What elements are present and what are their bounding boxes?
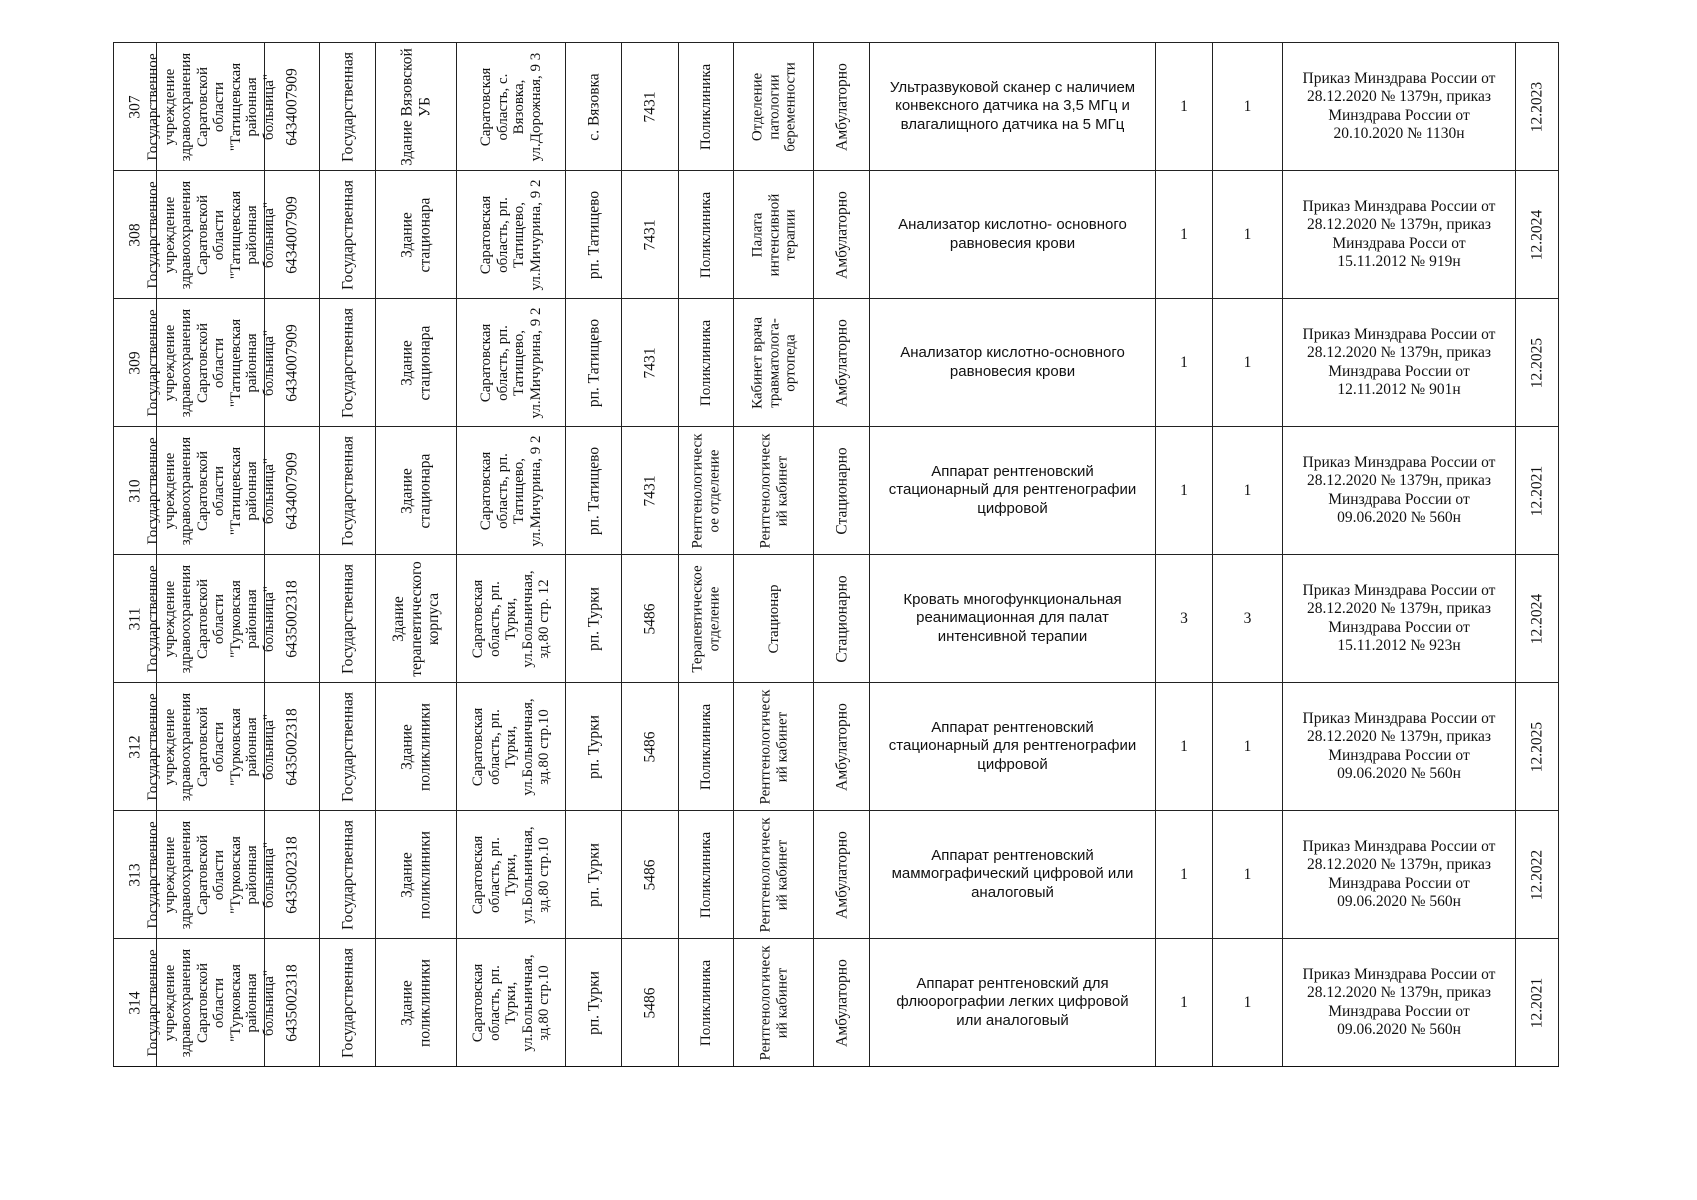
qty-required-text: 1: [1180, 993, 1188, 1011]
building-text: Здание поликлиники: [398, 958, 433, 1047]
ownership-text: Государственная: [338, 307, 356, 418]
room-text: Палата интенсивной терапии: [748, 193, 798, 276]
care-type-text: Амбулаторно: [832, 702, 850, 791]
qty-required-cell: [1156, 683, 1213, 811]
department-cell: [679, 683, 734, 811]
locality-cell: [566, 171, 622, 299]
table-row: [114, 939, 1559, 1067]
code-text: 5486: [641, 987, 659, 1018]
ownership-cell: [320, 811, 376, 939]
qty-required-cell: [1156, 939, 1213, 1067]
building-cell: [376, 299, 457, 427]
locality-cell: [566, 811, 622, 939]
equipment-cell: [870, 555, 1156, 683]
department-text: Терапевтическое отделение: [689, 564, 722, 673]
qty-planned-cell: [1213, 939, 1283, 1067]
department-cell: [679, 555, 734, 683]
address-text: Саратовская область, с. Вязовка, ул.Дорожная, 9 3: [478, 52, 544, 161]
institution-text: Государственное учреждение здравоохранения Саратовской области "Турковская районная больница": [144, 820, 276, 929]
department-cell: [679, 939, 734, 1067]
basis-text: Приказ Минздрава России от 28.12.2020 № 1379н, приказ Минздрава России от 15.11.2012 № 923н: [1302, 581, 1496, 654]
room-cell: [734, 555, 814, 683]
basis-text: Приказ Минздрава России от 28.12.2020 № 1379н, приказ Минздрава Росси от 15.11.2012 № 919н: [1302, 197, 1496, 270]
basis-cell: [1283, 427, 1516, 555]
department-text: Поликлиника: [697, 959, 714, 1046]
address-text: Саратовская область, рп. Турки, ул.Больничная, зд.80 стр. 12: [469, 569, 552, 668]
table-row: [114, 427, 1559, 555]
inn-cell: [265, 171, 320, 299]
qty-required-text: 1: [1180, 225, 1188, 243]
code-text: 7431: [641, 347, 659, 378]
ownership-cell: [320, 939, 376, 1067]
care-type-text: Амбулаторно: [832, 830, 850, 919]
institution-cell: [144, 299, 276, 427]
equipment-cell: [870, 939, 1156, 1067]
code-cell: [622, 171, 679, 299]
locality-cell: [566, 299, 622, 427]
basis-text: Приказ Минздрава России от 28.12.2020 № 1379н, приказ Минздрава России от 09.06.2020 № 560н: [1302, 453, 1496, 526]
table-row: [114, 43, 1559, 171]
basis-cell: [1283, 555, 1516, 683]
ownership-cell: [320, 171, 376, 299]
basis-text: Приказ Минздрава России от 28.12.2020 № 1379н, приказ Минздрава России от 12.11.2012 № 901н: [1302, 325, 1496, 398]
date-text: 12.2024: [1528, 593, 1546, 644]
qty-required-cell: [1156, 299, 1213, 427]
inn-cell: [265, 299, 320, 427]
address-cell: [457, 555, 566, 683]
code-text: 7431: [641, 475, 659, 506]
institution-cell: [144, 555, 276, 683]
care-type-cell: [814, 939, 870, 1067]
code-cell: [622, 683, 679, 811]
qty-required-text: 1: [1180, 97, 1188, 115]
building-text: Здание поликлиники: [398, 830, 433, 919]
department-text: Поликлиника: [697, 831, 714, 918]
date-cell: [1516, 299, 1559, 427]
date-cell: [1516, 43, 1559, 171]
building-cell: [376, 43, 457, 171]
qty-required-cell: [1156, 811, 1213, 939]
care-type-cell: [814, 683, 870, 811]
equipment-text: Кровать многофункциональная реанимационная для палат интенсивной терапии: [903, 590, 1122, 645]
qty-planned-text: 1: [1243, 993, 1252, 1011]
basis-cell: [1283, 683, 1516, 811]
institution-text: Государственное учреждение здравоохранения Саратовской области "Татищевская районная больница": [144, 52, 276, 161]
address-text: Саратовская область, рп. Турки, ул.Больничная, зд.80 стр.10: [469, 953, 552, 1052]
address-text: Саратовская область, рп. Татищево, ул.Мичурина, 9 2: [478, 307, 544, 418]
institution-text: Государственное учреждение здравоохранения Саратовской области "Турковская районная больница": [144, 948, 276, 1057]
care-type-text: Амбулаторно: [832, 318, 850, 407]
ownership-cell: [320, 43, 376, 171]
inn-text: 6435002318: [283, 835, 301, 914]
institution-text: Государственное учреждение здравоохранения Саратовской области "Татищевская районная больница": [144, 308, 276, 417]
locality-text: рп. Турки: [584, 842, 602, 907]
ownership-cell: [320, 299, 376, 427]
basis-cell: [1283, 299, 1516, 427]
qty-planned-text: 1: [1243, 481, 1252, 499]
equipment-text: Анализатор кислотно-основного равновесия крови: [900, 344, 1125, 380]
equipment-cell: [870, 811, 1156, 939]
department-cell: [679, 811, 734, 939]
institution-text: Государственное учреждение здравоохранения Саратовской области "Турковская районная больница": [144, 692, 276, 801]
equipment-cell: [870, 299, 1156, 427]
ownership-text: Государственная: [338, 819, 356, 930]
room-cell: [734, 939, 814, 1067]
building-cell: [376, 939, 457, 1067]
num-text: 309: [126, 350, 144, 375]
institution-cell: [144, 811, 276, 939]
institution-cell: [144, 43, 276, 171]
room-cell: [734, 171, 814, 299]
qty-planned-text: 1: [1243, 353, 1252, 371]
date-cell: [1516, 427, 1559, 555]
inn-text: 6434007909: [283, 323, 301, 402]
inn-text: 6435002318: [283, 707, 301, 786]
basis-cell: [1283, 811, 1516, 939]
equipment-cell: [870, 427, 1156, 555]
code-cell: [622, 427, 679, 555]
care-type-text: Стационарно: [832, 574, 850, 663]
code-cell: [622, 811, 679, 939]
care-type-cell: [814, 555, 870, 683]
care-type-cell: [814, 171, 870, 299]
basis-text: Приказ Минздрава России от 28.12.2020 № 1379н, приказ Минздрава России от 20.10.2020 № 1130н: [1302, 69, 1496, 142]
department-text: Рентгенологическ ое отделение: [689, 433, 722, 549]
care-type-text: Амбулаторно: [832, 958, 850, 1047]
qty-planned-cell: [1213, 171, 1283, 299]
equipment-text: Аппарат рентгеновский стационарный для рентгенографии цифровой: [888, 718, 1137, 773]
locality-text: рп. Турки: [584, 714, 602, 779]
qty-planned-cell: [1213, 683, 1283, 811]
room-cell: [734, 811, 814, 939]
address-cell: [457, 939, 566, 1067]
date-text: 12.2024: [1528, 209, 1546, 260]
table-row: [114, 171, 1559, 299]
room-cell: [734, 683, 814, 811]
qty-required-text: 1: [1180, 737, 1188, 755]
num-text: 310: [126, 478, 144, 503]
inn-cell: [265, 811, 320, 939]
building-cell: [376, 811, 457, 939]
room-text: Отделение патологии беременности: [748, 61, 798, 152]
inn-text: 6435002318: [283, 963, 301, 1042]
building-text: Здание поликлиники: [398, 702, 433, 791]
qty-planned-text: 1: [1243, 737, 1252, 755]
address-cell: [457, 171, 566, 299]
building-text: Здание терапевтического корпуса: [389, 560, 442, 677]
date-text: 12.2025: [1528, 721, 1546, 772]
code-cell: [622, 43, 679, 171]
equipment-text: Анализатор кислотно- основного равновесия крови: [898, 216, 1127, 252]
department-cell: [679, 427, 734, 555]
qty-required-cell: [1156, 427, 1213, 555]
equipment-text: Аппарат рентгеновский маммографический цифровой или аналоговый: [891, 846, 1134, 901]
care-type-cell: [814, 299, 870, 427]
equipment-cell: [870, 43, 1156, 171]
building-text: Здание стационара: [398, 325, 433, 400]
table-row: [114, 811, 1559, 939]
equipment-text: Ультразвуковой сканер с наличием конвексного датчика на 3,5 МГц и влагалищного датчика на 5 МГц: [889, 78, 1136, 133]
locality-cell: [566, 555, 622, 683]
institution-text: Государственное учреждение здравоохранения Саратовской области "Татищевская районная больница": [144, 180, 276, 289]
address-text: Саратовская область, рп. Татищево, ул.Мичурина, 9 2: [478, 435, 544, 546]
ownership-text: Государственная: [338, 435, 356, 546]
room-text: Рентгенологическ ий кабинет: [757, 433, 790, 549]
room-text: Рентгенологическ ий кабинет: [757, 689, 790, 805]
qty-required-cell: [1156, 43, 1213, 171]
inn-cell: [265, 683, 320, 811]
qty-required-text: 1: [1180, 481, 1188, 499]
qty-planned-cell: [1213, 299, 1283, 427]
date-text: 12.2021: [1528, 977, 1546, 1028]
department-cell: [679, 171, 734, 299]
code-cell: [622, 299, 679, 427]
qty-required-text: 3: [1180, 609, 1188, 627]
qty-required-cell: [1156, 555, 1213, 683]
code-text: 5486: [641, 731, 659, 762]
ownership-text: Государственная: [338, 947, 356, 1058]
address-text: Саратовская область, рп. Турки, ул.Больничная, зд.80 стр.10: [469, 697, 552, 796]
code-text: 7431: [641, 219, 659, 250]
basis-text: Приказ Минздрава России от 28.12.2020 № 1379н, приказ Минздрава России от 09.06.2020 № 560н: [1302, 837, 1496, 910]
building-cell: [376, 683, 457, 811]
inn-text: 6434007909: [283, 67, 301, 146]
address-cell: [457, 683, 566, 811]
department-text: Поликлиника: [697, 63, 714, 150]
qty-planned-text: 1: [1243, 97, 1252, 115]
ownership-text: Государственная: [338, 563, 356, 674]
equipment-cell: [870, 683, 1156, 811]
date-text: 12.2023: [1528, 81, 1546, 132]
qty-required-cell: [1156, 171, 1213, 299]
institution-text: Государственное учреждение здравоохранения Саратовской области "Татищевская районная больница": [144, 436, 276, 545]
table-row: [114, 555, 1559, 683]
room-text: Кабинет врача травматолога- ортопеда: [748, 316, 798, 409]
code-cell: [622, 939, 679, 1067]
code-text: 5486: [641, 603, 659, 634]
building-cell: [376, 427, 457, 555]
room-cell: [734, 427, 814, 555]
num-text: 307: [126, 94, 144, 119]
inn-text: 6434007909: [283, 451, 301, 530]
care-type-cell: [814, 427, 870, 555]
date-cell: [1516, 939, 1559, 1067]
locality-cell: [566, 427, 622, 555]
ownership-cell: [320, 555, 376, 683]
department-text: Поликлиника: [697, 191, 714, 278]
address-text: Саратовская область, рп. Турки, ул.Больничная, зд.80 стр.10: [469, 825, 552, 924]
locality-text: рп. Турки: [584, 970, 602, 1035]
care-type-cell: [814, 811, 870, 939]
qty-planned-cell: [1213, 811, 1283, 939]
table-body: [114, 43, 1559, 1067]
inn-cell: [265, 555, 320, 683]
date-text: 12.2022: [1528, 849, 1546, 900]
ownership-text: Государственная: [338, 691, 356, 802]
room-text: Рентгенологическ ий кабинет: [757, 945, 790, 1061]
care-type-text: Амбулаторно: [832, 190, 850, 279]
basis-cell: [1283, 939, 1516, 1067]
institution-text: Государственное учреждение здравоохранения Саратовской области "Турковская районная больница": [144, 564, 276, 673]
table-row: [114, 299, 1559, 427]
room-cell: [734, 43, 814, 171]
institution-cell: [144, 939, 276, 1067]
inn-text: 6435002318: [283, 579, 301, 658]
qty-planned-text: 3: [1243, 609, 1252, 627]
inn-text: 6434007909: [283, 195, 301, 274]
ownership-text: Государственная: [338, 179, 356, 290]
qty-planned-cell: [1213, 427, 1283, 555]
address-cell: [457, 427, 566, 555]
ownership-cell: [320, 427, 376, 555]
address-cell: [457, 811, 566, 939]
date-cell: [1516, 683, 1559, 811]
department-text: Поликлиника: [697, 703, 714, 790]
room-text: Рентгенологическ ий кабинет: [757, 817, 790, 933]
address-cell: [457, 299, 566, 427]
building-cell: [376, 555, 457, 683]
inn-cell: [265, 43, 320, 171]
building-text: Здание Вязовской УБ: [398, 47, 433, 166]
num-text: 313: [126, 862, 144, 887]
date-cell: [1516, 555, 1559, 683]
code-cell: [622, 555, 679, 683]
building-text: Здание стационара: [398, 453, 433, 528]
basis-text: Приказ Минздрава России от 28.12.2020 № 1379н, приказ Минздрава России от 09.06.2020 № 560н: [1302, 965, 1496, 1038]
inn-cell: [265, 427, 320, 555]
equipment-table: [113, 42, 1559, 1067]
equipment-cell: [870, 171, 1156, 299]
locality-text: рп. Татищево: [584, 318, 602, 407]
code-text: 5486: [641, 859, 659, 890]
locality-cell: [566, 939, 622, 1067]
locality-text: рп. Турки: [584, 586, 602, 651]
address-text: Саратовская область, рп. Татищево, ул.Мичурина, 9 2: [478, 179, 544, 290]
building-cell: [376, 171, 457, 299]
basis-cell: [1283, 171, 1516, 299]
date-text: 12.2025: [1528, 337, 1546, 388]
date-text: 12.2021: [1528, 465, 1546, 516]
num-text: 314: [126, 990, 144, 1015]
num-text: 311: [126, 607, 144, 630]
institution-cell: [144, 427, 276, 555]
inn-cell: [265, 939, 320, 1067]
room-text: Стационар: [765, 584, 782, 653]
date-cell: [1516, 171, 1559, 299]
code-text: 7431: [641, 91, 659, 122]
basis-cell: [1283, 43, 1516, 171]
care-type-text: Стационарно: [832, 446, 850, 535]
qty-required-text: 1: [1180, 353, 1188, 371]
num-text: 308: [126, 222, 144, 247]
locality-text: с. Вязовка: [584, 72, 602, 141]
ownership-text: Государственная: [338, 51, 356, 162]
department-cell: [679, 43, 734, 171]
qty-required-text: 1: [1180, 865, 1188, 883]
num-text: 312: [126, 734, 144, 759]
qty-planned-cell: [1213, 43, 1283, 171]
qty-planned-cell: [1213, 555, 1283, 683]
ownership-cell: [320, 683, 376, 811]
date-cell: [1516, 811, 1559, 939]
department-text: Поликлиника: [697, 319, 714, 406]
locality-cell: [566, 683, 622, 811]
care-type-cell: [814, 43, 870, 171]
institution-cell: [144, 683, 276, 811]
address-cell: [457, 43, 566, 171]
department-cell: [679, 299, 734, 427]
locality-text: рп. Татищево: [584, 446, 602, 535]
table-row: [114, 683, 1559, 811]
qty-planned-text: 1: [1243, 865, 1252, 883]
locality-text: рп. Татищево: [584, 190, 602, 279]
room-cell: [734, 299, 814, 427]
equipment-text: Аппарат рентгеновский стационарный для рентгенографии цифровой: [888, 462, 1137, 517]
qty-planned-text: 1: [1243, 225, 1252, 243]
locality-cell: [566, 43, 622, 171]
institution-cell: [144, 171, 276, 299]
basis-text: Приказ Минздрава России от 28.12.2020 № 1379н, приказ Минздрава России от 09.06.2020 № 560н: [1302, 709, 1496, 782]
equipment-text: Аппарат рентгеновский для флюорографии легких цифровой или аналоговый: [896, 974, 1129, 1029]
building-text: Здание стационара: [398, 197, 433, 272]
care-type-text: Амбулаторно: [832, 62, 850, 151]
